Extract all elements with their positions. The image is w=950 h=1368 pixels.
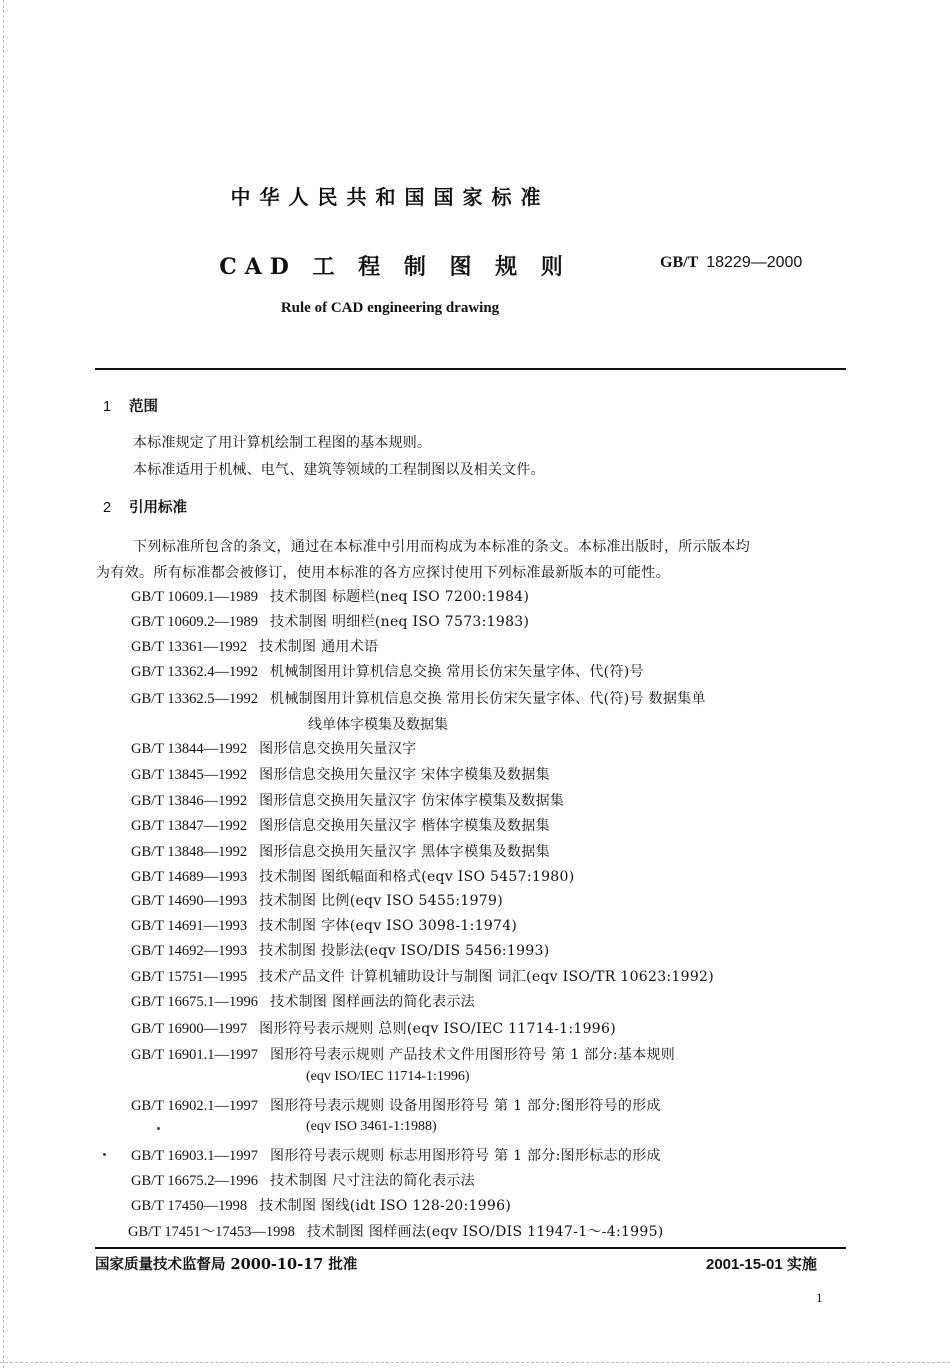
section-1-para-1: 本标准规定了用计算机绘制工程图的基本规则。 <box>133 435 432 451</box>
section-1-para-2: 本标准适用于机械、电气、建筑等领域的工程制图以及相关文件。 <box>133 462 545 478</box>
scan-edge-bottom <box>0 1362 950 1363</box>
reference-item: GB/T 16902.1—1997 图形符号表示规则 设备用图形符号 第 1 部分:图形符号的形成 <box>131 1098 661 1114</box>
reference-item: GB/T 16675.1—1996 技术制图 图样画法的简化表示法 <box>131 994 475 1010</box>
section-2-para-line-1: 下列标准所包含的条文，通过在本标准中引用而构成为本标准的条文。本标准出版时，所示版本均 <box>133 539 751 555</box>
reference-item: GB/T 13846—1992 图形信息交换用矢量汉字 仿宋体字模集及数据集 <box>131 793 565 809</box>
scan-speck <box>103 1153 106 1156</box>
section-1-heading: 1 范围 <box>103 398 158 415</box>
reference-item-continuation: (eqv ISO 3461-1:1988) <box>306 1119 437 1134</box>
reference-item: GB/T 17450—1998 技术制图 图线(idt ISO 128-20:1996) <box>131 1198 512 1214</box>
reference-item: GB/T 14691—1993 技术制图 字体(eqv ISO 3098-1:1974) <box>131 918 518 934</box>
document-title-cn: CAD 工 程 制 图 规 则 <box>219 254 571 280</box>
reference-item: GB/T 16675.2—1996 技术制图 尺寸注法的简化表示法 <box>131 1173 475 1189</box>
reference-item-continuation: 线单体字模集及数据集 <box>308 717 448 733</box>
reference-item: GB/T 17451～17453—1998 技术制图 图样画法(eqv ISO/DIS 11947-1～-4:1995) <box>128 1224 664 1240</box>
section-2-para-line-2: 为有效。所有标准都会被修订，使用本标准的各方应探讨使用下列标准最新版本的可能性。 <box>96 565 670 581</box>
reference-item: GB/T 14689—1993 技术制图 图纸幅面和格式(eqv ISO 5457:1980) <box>131 869 575 885</box>
section-2-heading: 2 引用标准 <box>103 499 187 516</box>
standard-code-prefix: GB/T <box>660 254 699 271</box>
reference-item: GB/T 10609.2—1989 技术制图 明细栏(neq ISO 7573:1983) <box>131 614 530 630</box>
reference-item: GB/T 16900—1997 图形符号表示规则 总则(eqv ISO/IEC 11714-1:1996) <box>131 1021 616 1037</box>
reference-item: GB/T 16903.1—1997 图形符号表示规则 标志用图形符号 第 1 部分:图形标志的形成 <box>131 1148 661 1164</box>
header-divider <box>95 368 846 370</box>
national-standard-heading: 中华人民共和国国家标准 <box>230 185 550 209</box>
footer-divider <box>95 1247 846 1249</box>
reference-item: GB/T 13847—1992 图形信息交换用矢量汉字 楷体字模集及数据集 <box>131 818 550 834</box>
reference-item: GB/T 15751—1995 技术产品文件 计算机辅助设计与制图 词汇(eqv ISO/TR 10623:1992) <box>131 969 715 985</box>
reference-item-continuation: (eqv ISO/IEC 11714-1:1996) <box>306 1069 470 1084</box>
reference-item: GB/T 13844—1992 图形信息交换用矢量汉字 <box>131 741 417 757</box>
page-number: 1 <box>816 1290 823 1305</box>
standard-code-number: 18229—2000 <box>706 254 803 271</box>
reference-item: GB/T 14690—1993 技术制图 比例(eqv ISO 5455:1979) <box>131 893 503 909</box>
document-title-en: Rule of CAD engineering drawing <box>280 300 500 316</box>
reference-item: GB/T 14692—1993 技术制图 投影法(eqv ISO/DIS 5456:1993) <box>131 943 550 959</box>
approval-line: 国家质量技术监督局 2000-10-17 批准 <box>95 1256 358 1273</box>
reference-item: GB/T 13361—1992 技术制图 通用术语 <box>131 639 379 655</box>
reference-item: GB/T 13845—1992 图形信息交换用矢量汉字 宋体字模集及数据集 <box>131 767 550 783</box>
effective-date: 2001-15-01 实施 <box>706 1256 817 1273</box>
reference-item: GB/T 13848—1992 图形信息交换用矢量汉字 黑体字模集及数据集 <box>131 844 550 860</box>
scan-speck <box>157 1127 160 1130</box>
standard-code <box>660 254 802 272</box>
reference-item: GB/T 16901.1—1997 图形符号表示规则 产品技术文件用图形符号 第 1 部分:基本规则 <box>131 1047 676 1063</box>
reference-item: GB/T 13362.4—1992 机械制图用计算机信息交换 常用长仿宋矢量字体、代(符)号 <box>131 664 644 680</box>
reference-item: GB/T 13362.5—1992 机械制图用计算机信息交换 常用长仿宋矢量字体、代(符)号 数据集单 <box>131 691 706 707</box>
reference-item: GB/T 10609.1—1989 技术制图 标题栏(neq ISO 7200:1984) <box>131 589 530 605</box>
